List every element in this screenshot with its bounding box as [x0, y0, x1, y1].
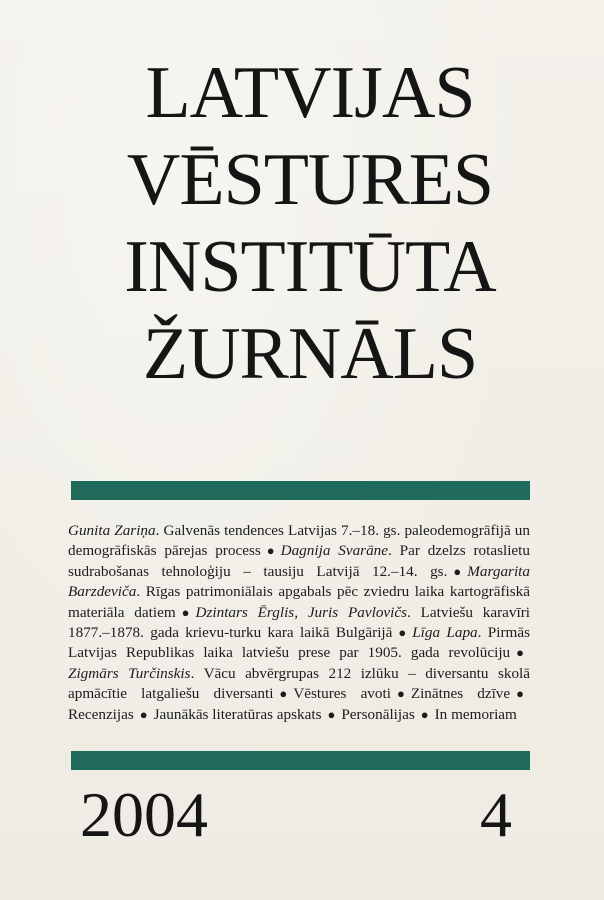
toc-entry: Zigmārs Turčinskis. Vācu abvērgrupas 212 izlūku – diversantu skolā apmācītie latgaliešu diversanti	[68, 664, 530, 703]
top-divider-bar	[71, 481, 530, 500]
toc-author: Gunita Zariņa	[68, 522, 156, 539]
bullet-separator: ●	[398, 625, 407, 641]
toc-entry: Dagnija Svarāne. Par dzelzs rotaslietu sudrabošanas tehnoloģiju – tausiju Latvijā 12.–14. gs.	[68, 542, 530, 580]
toc-author: Dzintars Ērglis, Juris Pavlovičs	[195, 603, 408, 621]
toc-entry: Līga Lapa. Pirmās Latvijas Republikas laika latviešu prese par 1905. gada revolūciju	[68, 624, 530, 662]
bullet-separator: ●	[266, 543, 275, 559]
publication-year: 2004	[80, 779, 208, 850]
toc-author: Līga Lapa	[412, 624, 478, 642]
toc-section: Jaunākās literatūras apskats	[153, 705, 322, 723]
toc-author: Dagnija Svarāne	[280, 542, 388, 560]
toc-title: Par dzelzs rotaslietu sudrabošanas tehnoloģiju – tausiju Latvijā 12.–14. gs.	[68, 542, 530, 580]
toc-section: In memoriam	[434, 705, 517, 723]
bullet-separator: ●	[420, 706, 429, 722]
bullet-separator: ●	[516, 686, 525, 702]
title-line-2: VĒSTURES	[126, 139, 494, 221]
toc-section: Recenzijas	[68, 705, 134, 723]
toc-entry: Margarita Barzdeviča. Rīgas patrimoniālais apgabals pēc zviedru laika kartogrāfiskā materiāla datiem	[68, 562, 530, 621]
toc-title: Rīgas patrimoniālais apgabals pēc zviedru laika kartogrāfiskā materiāla datiem	[68, 583, 530, 621]
bullet-separator: ●	[396, 686, 405, 702]
bottom-divider-bar	[71, 751, 530, 770]
bullet-separator: ●	[327, 706, 336, 722]
toc-title: Vācu abvērgrupas 212 izlūku – diversantu skolā apmācītie latgaliešu diversanti	[68, 664, 530, 703]
toc-entry: Dzintars Ērglis, Juris Pavlovičs. Latviešu karavīri 1877.–1878. gada krievu-turku kara laikā Bulgārijā	[68, 603, 530, 642]
issue-number: 4	[480, 779, 512, 850]
bullet-separator: ●	[453, 563, 462, 579]
toc-section: Personālijas	[341, 705, 415, 723]
toc-entry: Gunita Zariņa. Galvenās tendences Latvijas 7.–18. gs. paleodemogrāfijā un demogrāfiskās pārejas process	[68, 522, 530, 560]
bullet-separator: ●	[181, 604, 190, 620]
title-line-1: LATVIJAS	[145, 52, 475, 134]
bullet-separator: ●	[516, 645, 524, 661]
journal-title	[60, 50, 560, 398]
toc-section: Vēstures avoti	[293, 685, 391, 703]
toc-title: Latviešu karavīri 1877.–1878. gada krievu-turku kara laikā Bulgārijā	[68, 603, 530, 642]
toc-author: Margarita Barzdeviča	[68, 562, 530, 601]
bullet-separator: ●	[279, 686, 288, 702]
toc-author: Zigmārs Turčinskis	[68, 664, 191, 682]
title-line-4: ŽURNĀLS	[142, 313, 478, 395]
table-of-contents	[68, 521, 530, 725]
toc-section: Zinātnes dzīve	[410, 685, 511, 703]
toc-title: Galvenās tendences Latvijas 7.–18. gs. paleodemogrāfijā un demogrāfiskās pārejas process	[68, 522, 530, 560]
toc-title: Pirmās Latvijas Republikas laika latviešu prese par 1905. gada revolūciju	[68, 624, 530, 662]
title-line-3: INSTITŪTA	[124, 226, 496, 308]
bullet-separator: ●	[139, 706, 148, 722]
